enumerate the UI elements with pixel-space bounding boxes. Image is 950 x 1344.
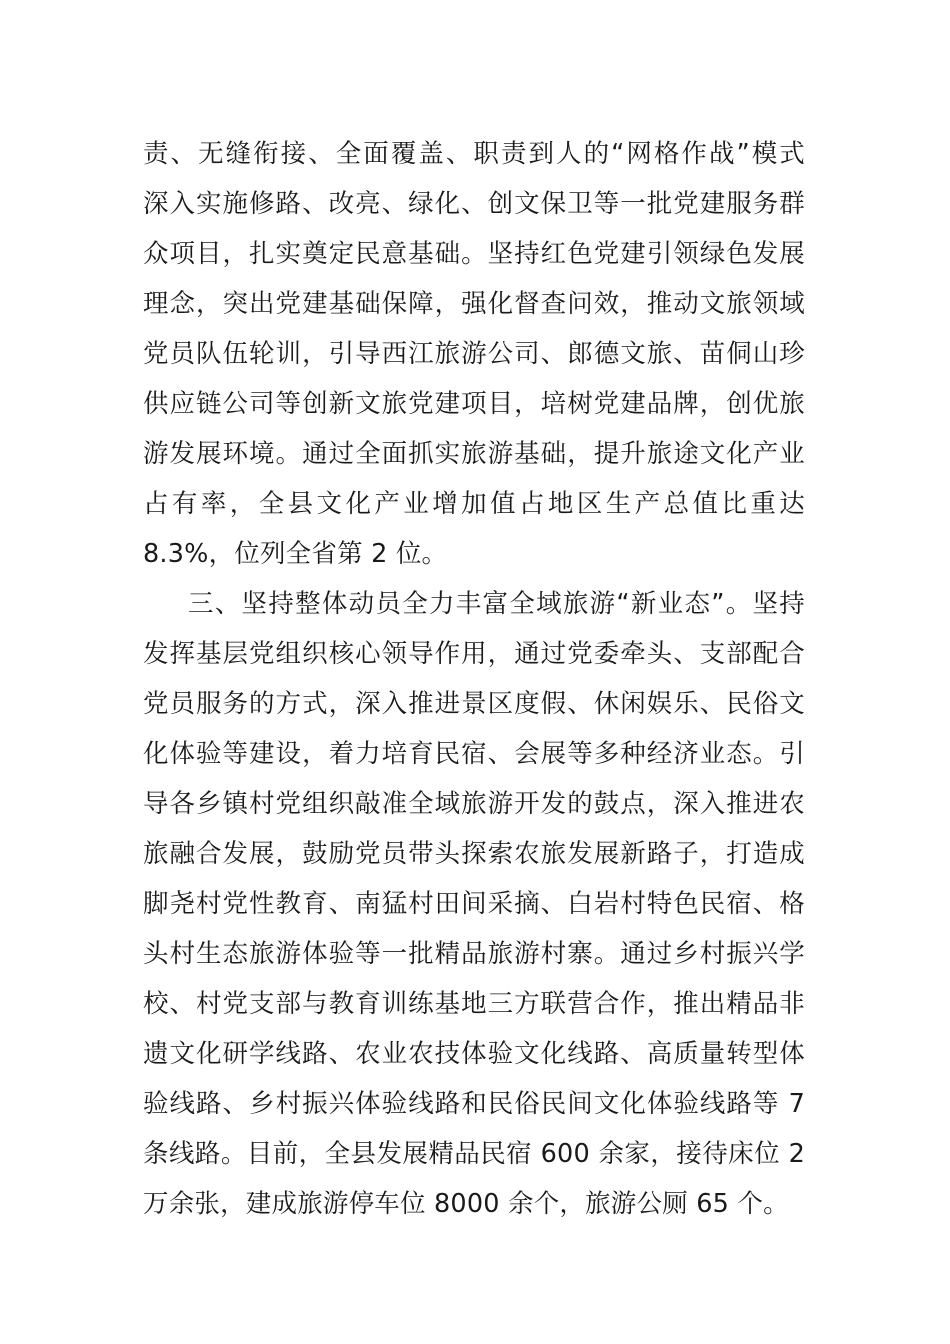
text-line: 游发展环境。通过全面抓实旅游基础，提升旅途文化产业 [143,439,805,469]
text-line: 头村生态旅游体验等一批精品旅游村寨。通过乡村振兴学 [143,939,805,969]
text-line: 占有率，全县文化产业增加值占地区生产总值比重达 [143,489,805,519]
text-line: 旅融合发展，鼓励党员带头探索农旅发展新路子，打造成 [143,839,805,869]
text-line: 党员服务的方式，深入推进景区度假、休闲娱乐、民俗文 [143,689,805,719]
text-line: 条线路。目前，全县发展精品民宿 600 余家，接待床位 2 [143,1139,805,1169]
text-line: 化体验等建设，着力培育民宿、会展等多种经济业态。引 [143,739,805,769]
text-line: 责、无缝衔接、全面覆盖、职责到人的“网格作战”模式 [143,139,805,169]
text-line: 校、村党支部与教育训练基地三方联营合作，推出精品非 [143,989,805,1019]
text-line: 党员队伍轮训，引导西江旅游公司、郎德文旅、苗侗山珍 [143,339,805,369]
paragraph-end-line: 万余张，建成旅游停车位 8000 余个，旅游公厕 65 个。 [143,1189,789,1219]
text-line: 理念，突出党建基础保障，强化督查问效，推动文旅领域 [143,289,805,319]
text-line: 脚尧村党性教育、南猛村田间采摘、白岩村特色民宿、格 [143,889,805,919]
paragraph-heading-line: 三、坚持整体动员全力丰富全域旅游“新业态”。坚持 [188,589,805,619]
paragraph-end-line: 8.3%，位列全省第 2 位。 [143,539,448,569]
text-line: 供应链公司等创新文旅党建项目，培树党建品牌，创优旅 [143,389,805,419]
text-line: 导各乡镇村党组织敲准全域旅游开发的鼓点，深入推进农 [143,789,805,819]
text-line: 深入实施修路、改亮、绿化、创文保卫等一批党建服务群 [143,189,805,219]
text-line: 遗文化研学线路、农业农技体验文化线路、高质量转型体 [143,1039,805,1069]
text-line: 验线路、乡村振兴体验线路和民俗民间文化体验线路等 7 [143,1089,805,1119]
text-line: 发挥基层党组织核心领导作用，通过党委牵头、支部配合 [143,639,805,669]
text-line: 众项目，扎实奠定民意基础。坚持红色党建引领绿色发展 [143,239,805,269]
